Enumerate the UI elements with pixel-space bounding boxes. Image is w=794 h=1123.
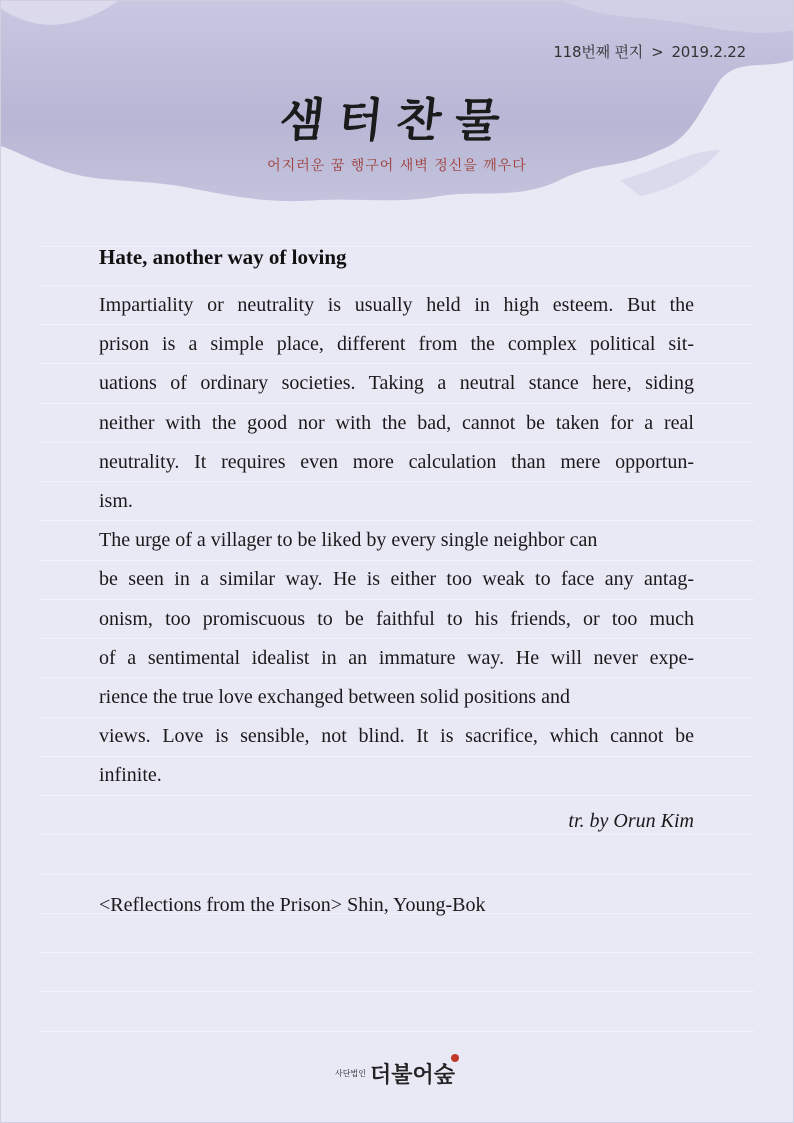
translator-credit: tr. by Orun Kim bbox=[568, 809, 694, 832]
brand-title: 샘터찬물 bbox=[276, 93, 517, 147]
logo-small-text: 사단법인 bbox=[335, 1069, 366, 1078]
letter-meta bbox=[553, 41, 746, 62]
letter-number: 118번째 편지 bbox=[553, 43, 644, 61]
footer-logo bbox=[0, 1058, 794, 1089]
logo-big-text: 더불어숲 bbox=[369, 1062, 455, 1088]
article-body bbox=[99, 286, 694, 796]
article bbox=[99, 240, 694, 836]
meta-separator: > bbox=[651, 43, 664, 61]
body-line: The urge of a villager to be liked by every single neighbor can bbox=[99, 529, 598, 552]
body-line: rience the true love exchanged between solid positions and bbox=[99, 686, 570, 709]
seal-icon bbox=[451, 1054, 459, 1062]
body-line: prison is a simple place, different from the complex political sit- bbox=[99, 333, 694, 356]
body-line: neutrality. It requires even more calculation than mere opportun- bbox=[99, 450, 694, 473]
body-line: Impartiality or neutrality is usually held in high esteem. But the bbox=[99, 294, 694, 316]
body-line: neither with the good nor with the bad, cannot be taken for a real bbox=[99, 411, 694, 434]
body-line: views. Love is sensible, not blind. It is sacrifice, which cannot be bbox=[99, 725, 694, 748]
body-line: of a sentimental idealist in an immature way. He will never expe- bbox=[99, 646, 694, 669]
body-line: uations of ordinary societies. Taking a neutral stance here, siding bbox=[99, 372, 694, 395]
body-line: be seen in a similar way. He is either too weak to face any antag- bbox=[99, 568, 694, 591]
letter-date: 2019.2.22 bbox=[671, 43, 746, 61]
source-citation: <Reflections from the Prison> Shin, Young-Bok bbox=[99, 894, 486, 916]
body-line: ism. bbox=[99, 490, 133, 513]
article-title: Hate, another way of loving bbox=[99, 245, 347, 269]
brand-subtitle: 어지러운 꿈 행구어 새벽 정신을 깨우다 bbox=[267, 158, 527, 174]
body-line: infinite. bbox=[99, 764, 162, 787]
body-line: onism, too promiscuous to be faithful to his friends, or too much bbox=[99, 607, 694, 630]
